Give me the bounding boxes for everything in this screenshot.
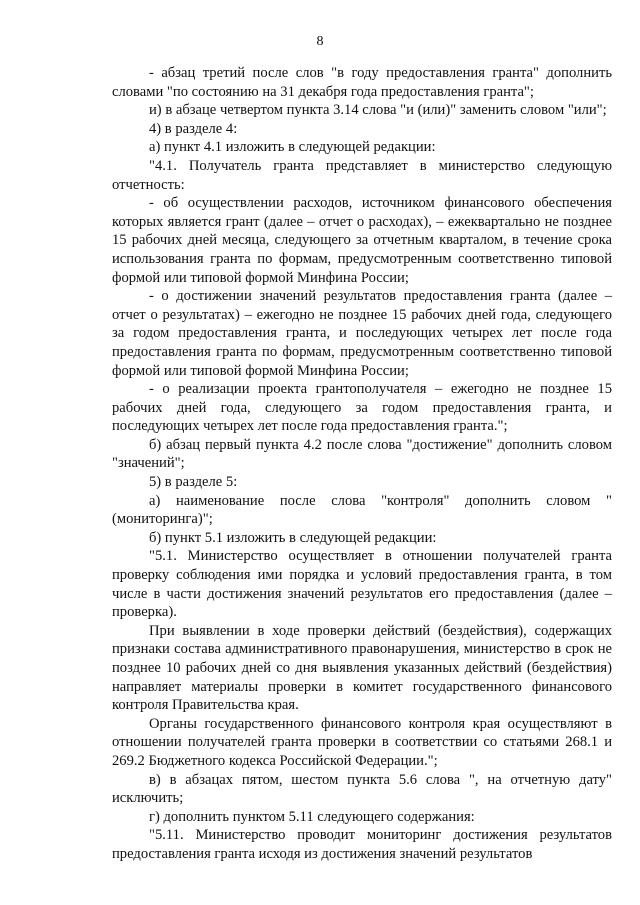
paragraph: г) дополнить пунктом 5.11 следующего содержания: (149, 808, 475, 825)
paragraph: При выявлении в ходе проверки действий (бездействия), содержащих признаки состава административного правонарушения, министерство в срок не позднее 10 рабочих дней со дня выявления указанных действий (бездействия) направляет материалы проверки в комитет государственного финансового контроля Правительства края. (112, 622, 612, 714)
paragraph: - о реализации проекта грантополучателя – ежегодно не позднее 15 рабочих дней года, следующего за годом предоставления гранта, и последующих четырех лет после года предоставления гранта."; (112, 381, 612, 435)
paragraph: в) в абзацах пятом, шестом пункта 5.6 слова ", на отчетную дату" исключить; (112, 771, 612, 807)
paragraph: б) абзац первый пункта 4.2 после слова "достижение" дополнить словом "значений"; (112, 436, 612, 472)
paragraph: а) наименование после слова "контроля" дополнить словом "(мониторинга)"; (112, 492, 612, 528)
paragraph: и) в абзаце четвертом пункта 3.14 слова "и (или)" заменить словом "или"; (149, 102, 607, 119)
document-body (112, 64, 612, 864)
paragraph: "4.1. Получатель гранта представляет в министерство следующую отчетность: (112, 157, 612, 193)
page-number: 8 (316, 34, 324, 49)
paragraph: "5.11. Министерство проводит мониторинг достижения результатов предоставления гранта исходя из достижения значений результатов (112, 827, 612, 862)
paragraph: "5.1. Министерство осуществляет в отношении получателей гранта проверку соблюдения ими порядка и условий предоставления гранта, в том числе в части достижения значений результатов его предоставления (далее – проверка). (112, 548, 612, 621)
paragraph: а) пункт 4.1 изложить в следующей редакции: (149, 139, 436, 156)
paragraph: - абзац третий после слов "в году предоставления гранта" дополнить словами "по состоянию на 31 декабря года предоставления гранта"; (112, 65, 612, 100)
paragraph: - о достижении значений результатов предоставления гранта (далее – отчет о результатах) – ежегодно не позднее 15 рабочих дней года, следующего за годом предоставления гранта, и последующих четырех лет после года предоставления гранта по формам, предусмотренным соответственно типовой формой или типовой формой Минфина России; (112, 288, 612, 379)
paragraph: Органы государственного финансового контроля края осуществляют в отношении получателей гранта проверки в соответствии со статьями 268.1 и 269.2 Бюджетного кодекса Российской Федерации."; (112, 715, 612, 769)
paragraph: б) пункт 5.1 изложить в следующей редакции: (149, 529, 437, 546)
paragraph: 5) в разделе 5: (149, 474, 238, 491)
paragraph: 4) в разделе 4: (149, 120, 238, 137)
paragraph: - об осуществлении расходов, источником финансового обеспечения которых является грант (далее – отчет о расходах), – ежеквартально не позднее 15 рабочих дней месяца, следующего за отчетным кварталом, в течение срока использования гранта по формам, предусмотренным соответственно типовой формой или типовой формой Минфина России; (112, 195, 612, 286)
